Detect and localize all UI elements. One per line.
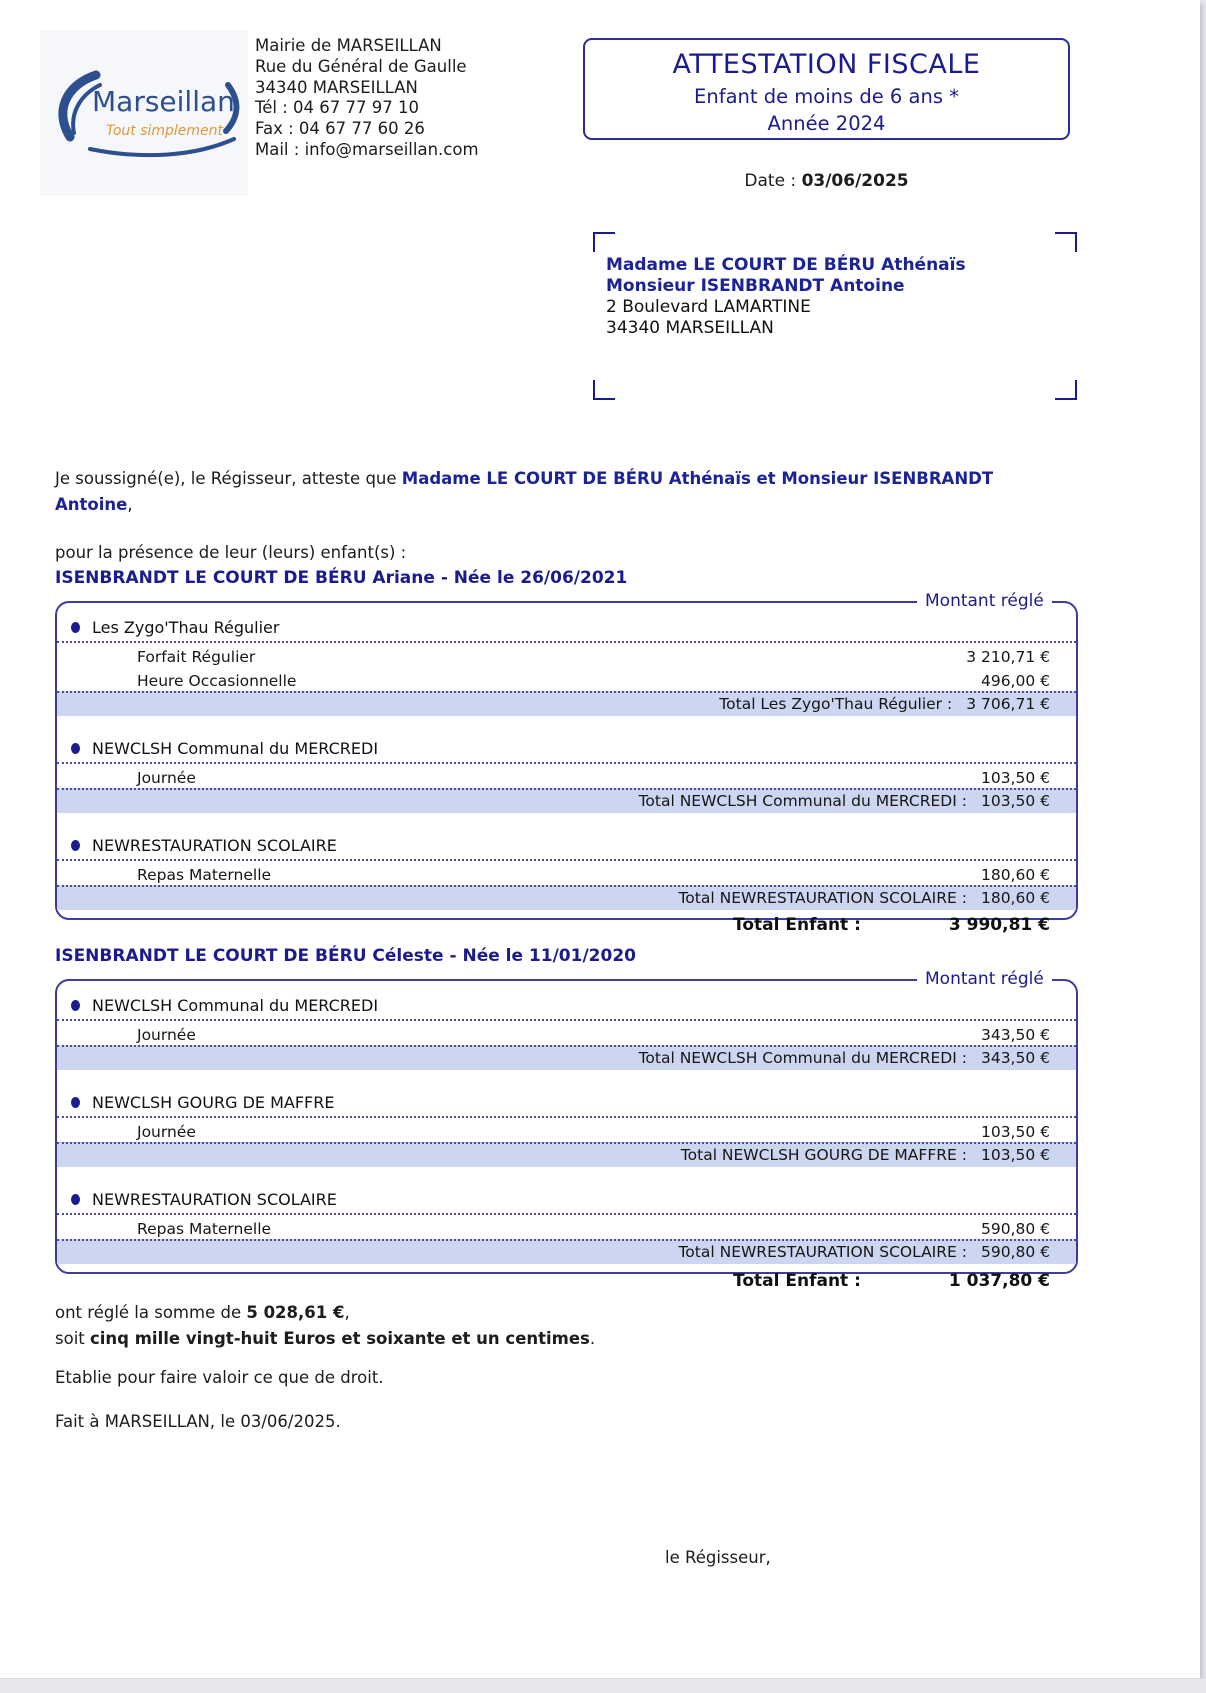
paid-prefix: ont réglé la somme de <box>55 1303 247 1322</box>
logo-swoosh-icon <box>44 53 244 173</box>
item-row <box>57 643 1076 667</box>
category-name: Les Zygo'Thau Régulier <box>92 618 280 637</box>
words-prefix: soit <box>55 1329 90 1348</box>
intro-names-line1: Madame LE COURT DE BÉRU Athénaïs et Monsieur ISENBRANDT <box>401 469 994 488</box>
bullet-icon <box>71 1097 80 1108</box>
category-total-row <box>57 1045 1076 1070</box>
recipient-name-2: Monsieur ISENBRANDT Antoine <box>606 276 905 296</box>
marseillan-logo <box>40 30 248 196</box>
intro-names-line2: Antoine <box>55 495 128 514</box>
intro-prefix: Je soussigné(e), le Régisseur, atteste que <box>55 469 402 488</box>
category-total-label: Total NEWRESTAURATION SCOLAIRE : <box>678 889 967 907</box>
date-label: Date : <box>744 171 802 191</box>
logo-name: Marseillan <box>92 85 235 118</box>
category-name: NEWCLSH Communal du MERCREDI <box>92 996 379 1015</box>
category-name: NEWCLSH Communal du MERCREDI <box>92 739 379 758</box>
category-total-label: Total Les Zygo'Thau Régulier : <box>719 695 953 713</box>
sender-name: Mairie de MARSEILLAN <box>255 36 442 55</box>
bullet-icon <box>71 743 80 754</box>
sender-street: Rue du Général de Gaulle <box>255 56 467 76</box>
item-row <box>57 667 1076 691</box>
category-total-label: Total NEWRESTAURATION SCOLAIRE : <box>678 1243 967 1261</box>
bullet-icon <box>71 1000 80 1011</box>
item-label: Journée <box>137 1026 196 1044</box>
category-row <box>57 990 1076 1021</box>
document-subtitle-2: Année 2024 <box>767 112 886 135</box>
category-name: NEWRESTAURATION SCOLAIRE <box>92 1190 337 1209</box>
presence-line: pour la présence de leur (leurs) enfant(s) : <box>55 543 407 562</box>
recipient-city: 34340 MARSEILLAN <box>606 318 774 338</box>
amount-in-words: cinq mille vingt-huit Euros et soixante et un centimes <box>90 1329 590 1348</box>
words-suffix: . <box>589 1329 596 1348</box>
category-row <box>57 729 1076 764</box>
child-total-label: Total Enfant : <box>733 915 861 935</box>
item-row <box>57 1215 1076 1239</box>
recipient-name-1: Madame LE COURT DE BÉRU Athénaïs <box>606 255 966 275</box>
validity-line: Etablie pour faire valoir ce que de droit. <box>55 1368 384 1387</box>
category-total-amount: 103,50 € <box>980 1146 1050 1164</box>
bullet-icon <box>71 1194 80 1205</box>
category-total-label: Total NEWCLSH Communal du MERCREDI : <box>638 1049 967 1067</box>
recipient-address-block <box>606 255 966 339</box>
category-row <box>57 612 1076 643</box>
montant-regle-legend: Montant réglé <box>925 969 1044 989</box>
item-row <box>57 1118 1076 1142</box>
date-value: 03/06/2025 <box>801 171 909 191</box>
item-row <box>57 861 1076 885</box>
child-total-label: Total Enfant : <box>733 1271 861 1291</box>
category-row <box>57 826 1076 861</box>
item-label: Repas Maternelle <box>137 1220 272 1238</box>
attestation-intro <box>55 466 1085 518</box>
category-total-label: Total NEWCLSH GOURG DE MAFFRE : <box>680 1146 967 1164</box>
item-amount: 3 210,71 € <box>966 648 1050 666</box>
item-label: Heure Occasionnelle <box>137 672 297 690</box>
category-row <box>57 1083 1076 1118</box>
montant-regle-legend: Montant réglé <box>925 591 1044 611</box>
child-1-total-row <box>55 915 1050 935</box>
item-amount: 590,80 € <box>980 1220 1050 1238</box>
paid-line <box>55 1300 595 1326</box>
category-total-row <box>57 1239 1076 1264</box>
paid-suffix: , <box>344 1303 350 1322</box>
item-amount: 343,50 € <box>980 1026 1050 1044</box>
item-amount: 180,60 € <box>980 866 1050 884</box>
child-2-total-row <box>55 1271 1050 1291</box>
corner-mark-top-right-icon <box>1055 232 1077 252</box>
viewer-background-strip <box>0 1678 1206 1693</box>
corner-mark-top-left-icon <box>593 232 615 252</box>
category-total-row <box>57 691 1076 716</box>
child-total-amount: 1 037,80 € <box>948 1271 1050 1291</box>
category-total-amount: 590,80 € <box>980 1243 1050 1261</box>
logo-tagline: Tout simplement <box>106 123 224 139</box>
child-1-header: ISENBRANDT LE COURT DE BÉRU Ariane - Née le 26/06/2021 <box>55 568 628 588</box>
item-label: Forfait Régulier <box>137 648 256 666</box>
category-total-label: Total NEWCLSH Communal du MERCREDI : <box>638 792 967 810</box>
corner-mark-bottom-left-icon <box>593 380 615 400</box>
category-name: NEWRESTAURATION SCOLAIRE <box>92 836 337 855</box>
category-total-row <box>57 885 1076 910</box>
intro-suffix: , <box>127 495 133 514</box>
sender-city: 34340 MARSEILLAN <box>255 77 418 97</box>
payment-summary <box>55 1300 595 1352</box>
item-amount: 103,50 € <box>980 769 1050 787</box>
bullet-icon <box>71 622 80 633</box>
date-line <box>583 171 1070 191</box>
paid-amount: 5 028,61 € <box>246 1303 345 1322</box>
sender-mail: Mail : info@marseillan.com <box>255 139 479 159</box>
item-label: Journée <box>137 1123 196 1141</box>
sender-phone: Tél : 04 67 77 97 10 <box>255 98 420 118</box>
item-label: Repas Maternelle <box>137 866 272 884</box>
category-name: NEWCLSH GOURG DE MAFFRE <box>92 1093 335 1112</box>
category-total-row <box>57 788 1076 813</box>
title-box <box>583 38 1070 140</box>
corner-mark-bottom-right-icon <box>1055 380 1077 400</box>
child-total-amount: 3 990,81 € <box>948 915 1050 935</box>
item-row <box>57 1021 1076 1045</box>
place-date-line: Fait à MARSEILLAN, le 03/06/2025. <box>55 1412 341 1431</box>
recipient-street: 2 Boulevard LAMARTINE <box>606 297 811 317</box>
child-2-header: ISENBRANDT LE COURT DE BÉRU Céleste - Née le 11/01/2020 <box>55 946 636 966</box>
item-row <box>57 764 1076 788</box>
item-amount: 103,50 € <box>980 1123 1050 1141</box>
document-subtitle-1: Enfant de moins de 6 ans * <box>694 85 959 108</box>
category-total-amount: 343,50 € <box>980 1049 1050 1067</box>
category-total-amount: 180,60 € <box>980 889 1050 907</box>
category-total-row <box>57 1142 1076 1167</box>
sender-address-block <box>255 36 479 161</box>
category-total-amount: 3 706,71 € <box>966 695 1050 713</box>
item-amount: 496,00 € <box>980 672 1050 690</box>
item-label: Journée <box>137 769 196 787</box>
category-total-amount: 103,50 € <box>980 792 1050 810</box>
signature-line: le Régisseur, <box>665 1548 771 1567</box>
sender-fax: Fax : 04 67 77 60 26 <box>255 119 425 139</box>
child-1-panel <box>55 591 1078 920</box>
child-2-panel <box>55 969 1078 1274</box>
amount-in-words-line <box>55 1326 595 1352</box>
category-row <box>57 1180 1076 1215</box>
document-title: ATTESTATION FISCALE <box>672 49 981 80</box>
bullet-icon <box>71 840 80 851</box>
